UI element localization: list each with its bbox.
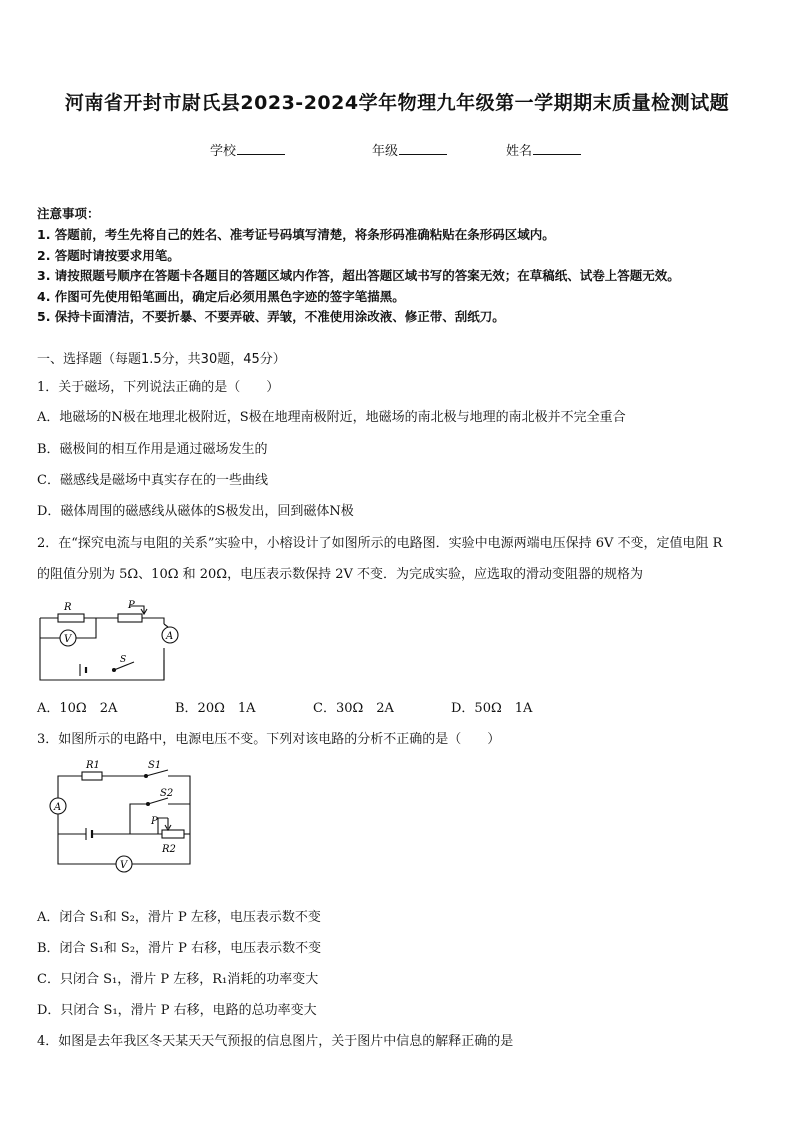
q3-fig-label-p: P <box>151 816 158 827</box>
q1-option-b: B．磁极间的相互作用是通过磁场发生的 <box>37 442 268 457</box>
q1-option-c: C．磁感线是磁场中真实存在的一些曲线 <box>37 473 268 488</box>
school-label: 学校 <box>210 144 237 159</box>
school-field <box>210 140 285 159</box>
q3-option-a: A．闭合 S₁和 S₂，滑片 P 左移，电压表示数不变 <box>37 910 321 925</box>
q2-stem-line1: 2．在“探究电流与电阻的关系”实验中，小榕设计了如图所示的电路图．实验中电源两端电压保持 6V 不变，定值电阻 R <box>37 536 723 551</box>
q2-stem-line2: 的阻值分别为 5Ω、10Ω 和 20Ω，电压表示数保持 2V 不变．为完成实验，应选取的滑动变阻器的规格为 <box>37 567 644 582</box>
q3-stem: 3．如图所示的电路中，电源电压不变。下列对该电路的分析不正确的是（ ） <box>37 732 501 747</box>
section-heading: 一、选择题（每题1.5分，共30题，45分） <box>37 352 286 367</box>
q3-fig-label-s2: S2 <box>160 788 174 799</box>
q2-option-a: A．10Ω 2A <box>37 701 118 716</box>
q3-fig-label-v: V <box>120 860 128 871</box>
q1-option-d: D．磁体周围的磁感线从磁体的S极发出，回到磁体N极 <box>37 504 354 519</box>
q3-fig-label-r2: R2 <box>162 844 176 855</box>
name-field <box>506 140 581 159</box>
note-item: 4. 作图可先使用铅笔画出，确定后必须用黑色字迹的签字笔描黑。 <box>37 289 405 304</box>
q2-fig-label-r: R <box>64 602 72 613</box>
q3-circuit-diagram <box>44 756 204 880</box>
q2-fig-label-s: S <box>120 655 127 665</box>
note-item: 2. 答题时请按要求用笔。 <box>37 248 180 263</box>
q4-stem: 4．如图是去年我区冬天某天天气预报的信息图片，关于图片中信息的解释正确的是 <box>37 1034 514 1049</box>
q3-option-b: B．闭合 S₁和 S₂，滑片 P 右移，电压表示数不变 <box>37 941 322 956</box>
grade-blank <box>399 142 447 155</box>
q2-fig-label-p: P <box>128 600 135 611</box>
q2-option-b: B．20Ω 1A <box>175 701 256 716</box>
school-blank <box>237 142 285 155</box>
grade-field <box>372 140 447 159</box>
exam-title: 河南省开封市尉氏县2023-2024学年物理九年级第一学期期末质量检测试题 <box>64 92 730 114</box>
q2-option-d: D．50Ω 1A <box>451 701 533 716</box>
q2-fig-label-a: A <box>166 631 174 642</box>
q2-circuit-diagram <box>34 596 184 682</box>
q3-fig-label-r1: R1 <box>86 760 100 771</box>
q3-fig-label-a: A <box>54 802 62 813</box>
notes-heading: 注意事项： <box>37 206 100 221</box>
note-item: 3. 请按照题号顺序在答题卡各题目的答题区域内作答，超出答题区域书写的答案无效；在草稿纸、试卷上答题无效。 <box>37 268 680 283</box>
q3-option-c: C．只闭合 S₁，滑片 P 左移，R₁消耗的功率变大 <box>37 972 319 987</box>
q2-option-c: C．30Ω 2A <box>313 701 394 716</box>
q1-option-a: A．地磁场的N极在地理北极附近，S极在地理南极附近，地磁场的南北极与地理的南北极并不完全重合 <box>37 410 626 425</box>
q2-fig-label-v: V <box>64 634 72 645</box>
name-label: 姓名 <box>506 144 533 159</box>
q3-fig-label-s1: S1 <box>148 760 162 771</box>
note-item: 1. 答题前，考生先将自己的姓名、准考证号码填写清楚，将条形码准确粘贴在条形码区域内。 <box>37 227 555 242</box>
q1-stem: 1．关于磁场，下列说法正确的是（ ） <box>37 380 280 395</box>
grade-label: 年级 <box>372 144 399 159</box>
note-item: 5. 保持卡面清洁，不要折暴、不要弄破、弄皱，不准使用涂改液、修正带、刮纸刀。 <box>37 309 505 324</box>
name-blank <box>533 142 581 155</box>
q3-option-d: D．只闭合 S₁，滑片 P 右移，电路的总功率变大 <box>37 1003 317 1018</box>
